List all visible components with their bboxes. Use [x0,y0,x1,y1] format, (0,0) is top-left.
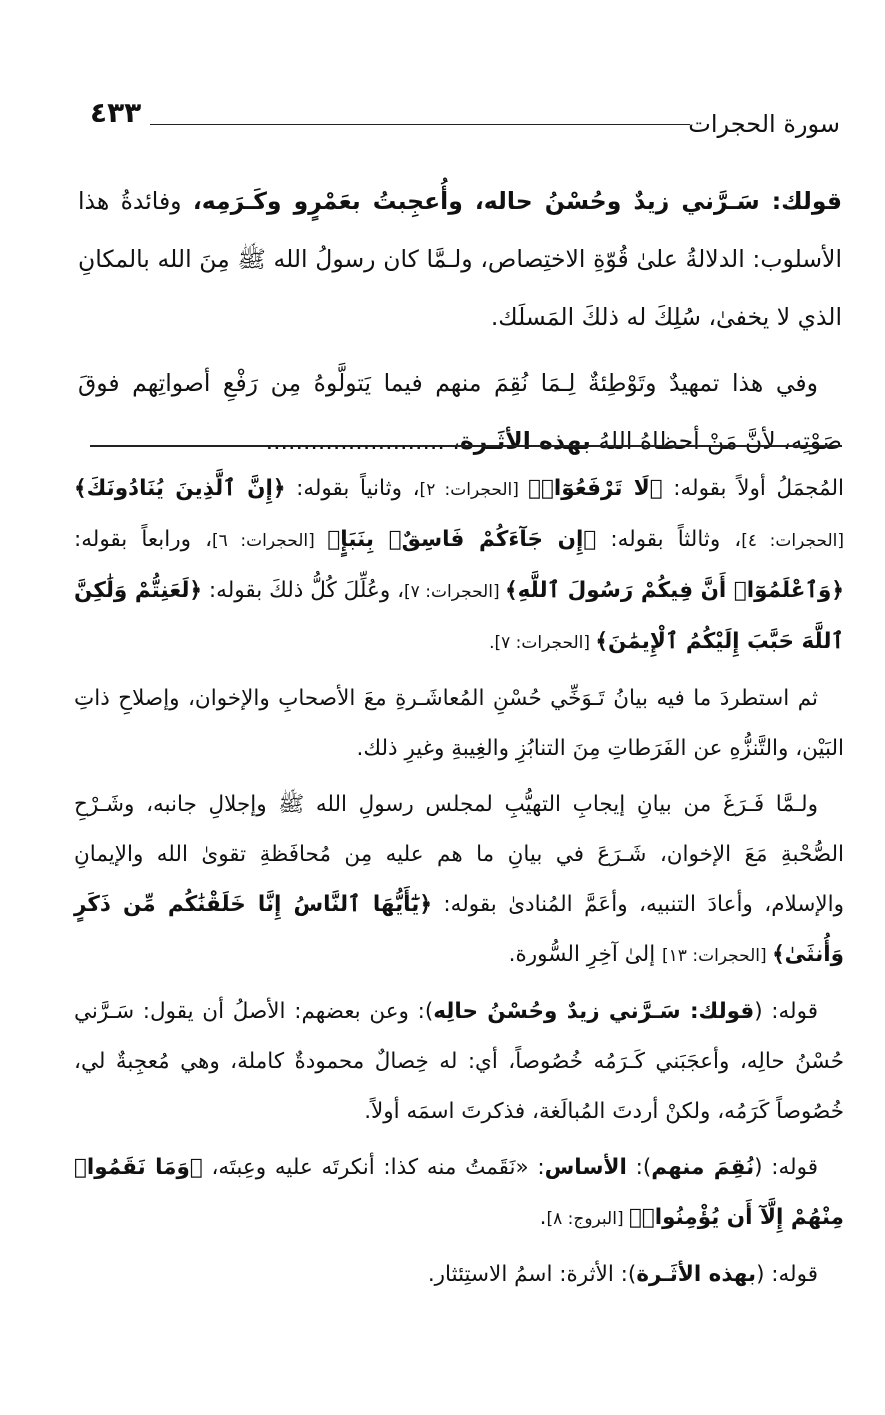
note-paragraph-1 [74,464,844,668]
note-text: : «نَقَمتُ منه كذا: أنكرتَه عليه وعِبتَه، [202,1155,545,1180]
quran-quote: ﴿وَمَا نَقَمُوا۟ مِنْهُمْ إِلَّآ أَن يُؤْمِنُوا۟﴾ [74,1155,844,1230]
note-text: ): [626,1155,652,1180]
verse-reference: [الحجرات: ٧] [404,582,506,602]
continuation-dots: ........................ [265,427,445,455]
header-rule [150,124,690,125]
note-paragraph-3 [74,780,844,981]
main-text-2: وفي هذا تمهيدٌ وتَوْطِئةٌ لِـمَا نُقِمَ منهم فيما يَتولَّوهُ مِن رَفْعِ أصواتِهم فوقَ صَوْتِه، لأنَّ مَنْ أحظاهُ اللهُ [78,369,842,455]
note-text: ، وثالثاً بقوله: [596,527,742,552]
note-text: قوله: ( [754,1155,818,1180]
quran-quote: ﴿لَعَنِتُّمْ وَلَٰكِنَّ ٱللَّهَ حَبَّبَ إِلَيْكُمُ ٱلْإِيمَٰنَ﴾ [74,578,844,654]
note-text: ): وعن بعضهم: الأصلُ أن يقول: سَـرَّني حُسْنُ حالِه، وأعجَبَني كَـرَمُه خُصُوصاً، أي: له خِصالٌ محمودةٌ كاملة، وهي مُعجِبةٌ لي، خُصُوصاً كَرَمُه، ولكنْ أردتَ المُبالَغة، فذكرتَ اسمَه أولاً. [74,999,844,1124]
quran-quote: ﴿وَٱعْلَمُوٓا۟ أَنَّ فِيكُمْ رَسُولَ ٱللَّهِ﴾ [505,578,845,603]
main-text [78,172,842,478]
main-text-1: وفائدةُ هذا الأسلوب: الدلالةُ علىٰ قُوّةِ الاختِصاص، ولـمَّا كان رسولُ الله ﷺ مِنَ الله بالمكانِ الذي لا يخفىٰ، سُلِكَ له ذلكَ المَسلَك. [78,187,842,331]
verse-reference: [الحجرات: ٦] [212,531,328,551]
note-text: ، وثانياً بقوله: [285,476,420,501]
source-name: الأساس [544,1155,627,1180]
quoted-phrase: قولك: سَـرَّني زيدٌ وحُسْنُ حالِه [433,999,755,1024]
quoted-phrase: بهذه الأثَـرة [636,1262,757,1287]
page-header [90,96,840,142]
main-paragraph-1 [78,172,842,346]
note-text: إلىٰ آخِرِ السُّورة. [508,942,663,967]
quran-quote: ﴿إِنَّ ٱلَّذِينَ يُنَادُونَكَ﴾ [74,476,286,501]
quoted-phrase: نُقِمَ منهم [651,1155,755,1180]
page-number: ٤٣٣ [90,96,142,129]
note-paragraph-5 [74,1143,844,1244]
note-text: المُجمَلُ أولاً بقوله: [662,476,844,501]
note-text: ولـمَّا فَـرَغَ من بيانِ إيجابِ التهيُّبِ لمجلس رسولِ الله ﷺ وإجلالِ جانبه، وشَـرْحِ الصُّحْبةِ مَعَ الإخوان، شَـرَعَ في بيانِ ما هم عليه مِن مُحافَظةِ تقوىٰ الله والإيمانِ والإسلام، وأعادَ التنبيه، وأعَمَّ المُنادىٰ بقوله: [74,792,844,917]
verse-reference: [الحجرات: ٤] [741,531,844,551]
note-paragraph-2: ثم استطردَ ما فيه بيانُ تَـوَخِّي حُسْنِ المُعاشَـرةِ معَ الأصحابِ والإخوان، وإصلاحِ ذاتِ البَيْن، والتَّنزُّهِ عن الفَرَطاتِ مِنَ التنابُزِ والغِيبةِ وغيرِ ذلك. [74,686,844,761]
main-term: قولك: سَـرَّني زيدٌ وحُسْنُ حاله، وأُعجِبتُ بعَمْرٍو وكَـرَمِه، [192,187,842,215]
verse-reference: [البروج: ٨] [546,1209,629,1229]
main-paragraph-2 [78,354,842,470]
main-term-2: بهذه الأثَـرة [459,427,591,455]
note-text: ، ورابعاً بقوله: [74,527,213,552]
commentary [74,464,844,1306]
note-text: . [539,1205,547,1230]
note-paragraph-4 [74,987,844,1137]
verse-reference: [الحجرات: ٢] [419,480,529,500]
surah-title: سورة الحجرات [688,110,840,138]
note-paragraph-6 [74,1250,844,1300]
footnote-separator [90,445,842,447]
verse-reference: [الحجرات: ١٣] [662,946,773,966]
main-text-2-end: ، [444,427,460,455]
quran-quote: ﴿إِن جَآءَكُمْ فَاسِقٌۢ بِنَبَإٍ﴾ [327,527,597,552]
verse-reference: [الحجرات: ٧]. [489,633,596,653]
note-text: قوله: ( [756,1262,818,1287]
quran-quote: ﴿يَٰٓأَيُّهَا ٱلنَّاسُ إِنَّا خَلَقْنَٰكُم مِّن ذَكَرٍ وَأُنثَىٰ﴾ [74,892,844,967]
note-text: ، وعُلِّلَ كُلُّ ذلكَ بقوله: [202,578,405,603]
note-text: ): الأثرة: اسمُ الاستِئثار. [427,1262,637,1287]
note-text: قوله: ( [754,999,818,1024]
quran-quote: ﴿لَا تَرْفَعُوٓا۟﴾ [528,476,663,501]
